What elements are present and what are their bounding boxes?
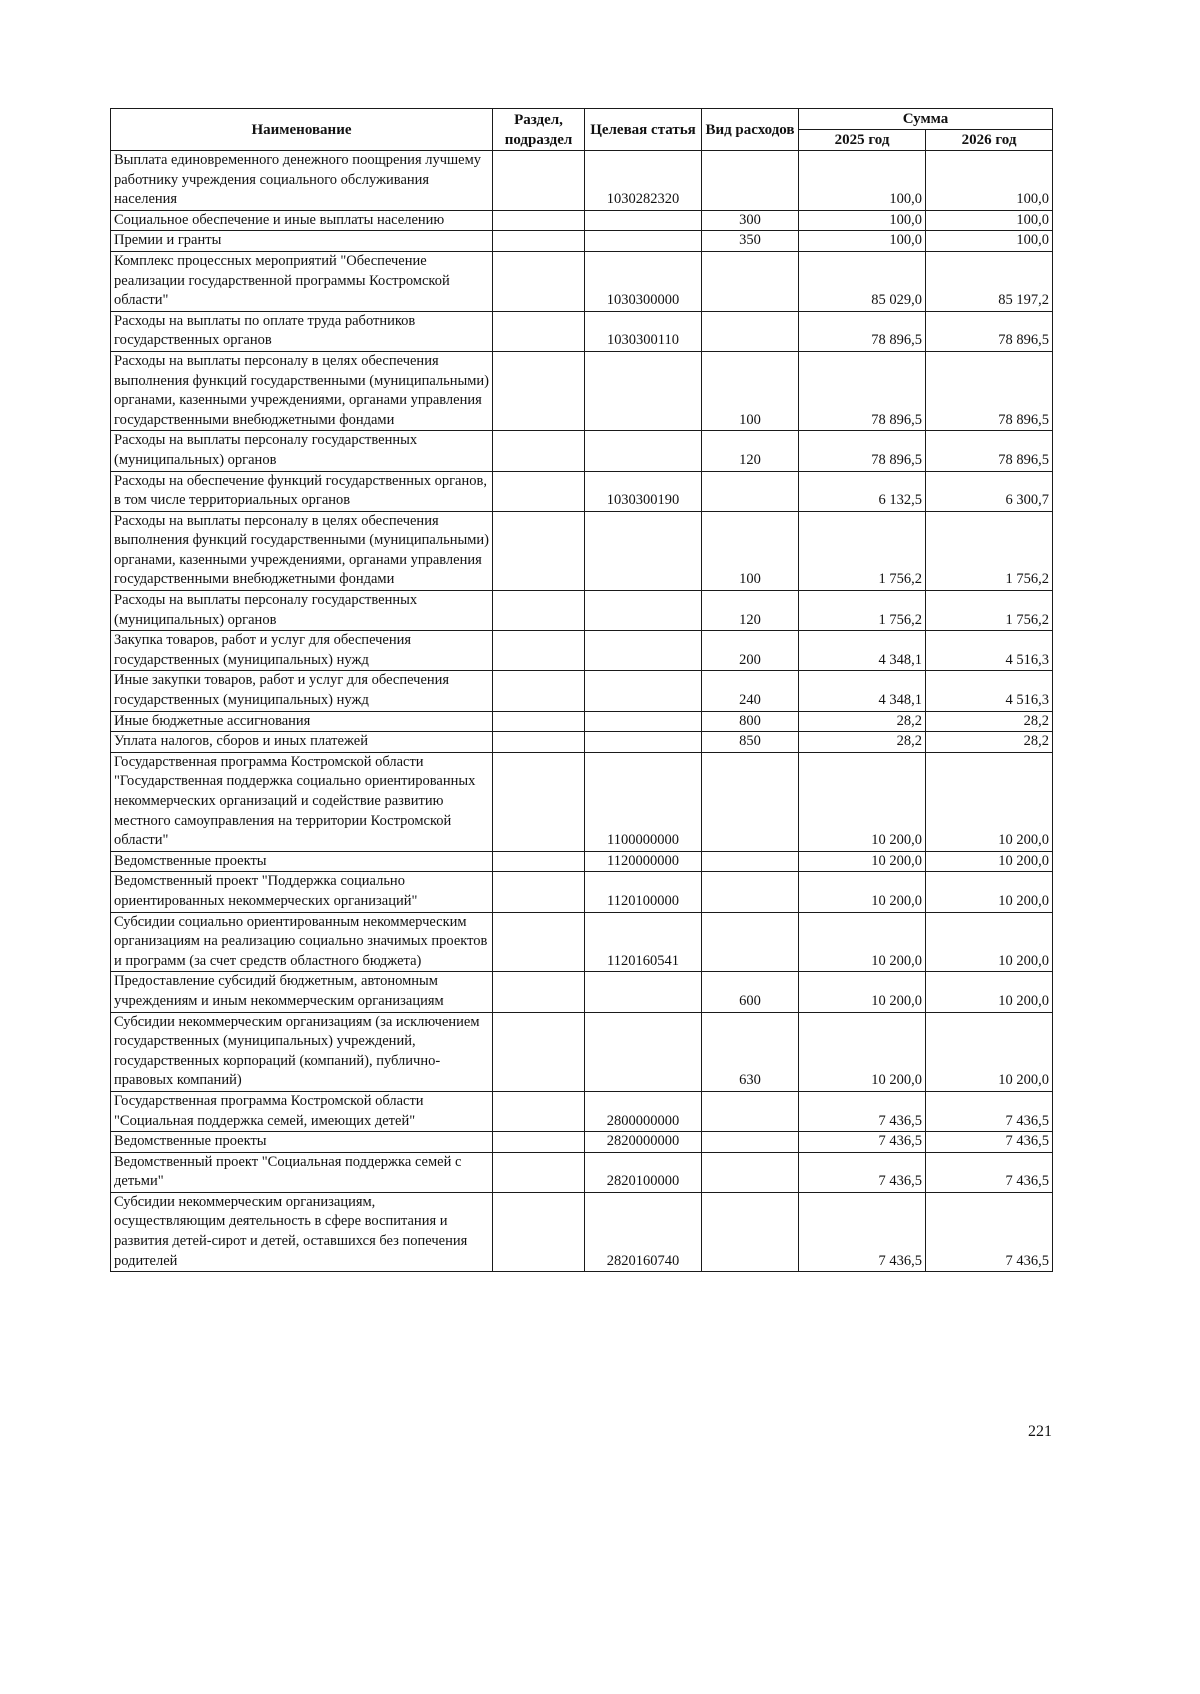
table-row	[111, 631, 1053, 671]
cell-target: 1120000000	[585, 851, 702, 872]
cell-target	[585, 231, 702, 252]
cell-2025: 7 436,5	[799, 1152, 926, 1192]
cell-target	[585, 671, 702, 711]
cell-2026: 100,0	[926, 231, 1053, 252]
cell-target	[585, 511, 702, 590]
cell-2026: 78 896,5	[926, 351, 1053, 430]
cell-2026: 7 436,5	[926, 1132, 1053, 1153]
cell-section	[493, 752, 585, 851]
cell-2025: 10 200,0	[799, 912, 926, 972]
table-row	[111, 351, 1053, 430]
cell-type	[702, 1091, 799, 1131]
cell-section	[493, 311, 585, 351]
table-row	[111, 151, 1053, 211]
cell-section	[493, 912, 585, 972]
cell-target	[585, 591, 702, 631]
cell-type	[702, 872, 799, 912]
cell-section	[493, 471, 585, 511]
cell-section	[493, 851, 585, 872]
cell-name: Расходы на выплаты персоналу в целях обеспечения выполнения функций государственными (муниципальными) органами, казенными учреждениями, органами управления государственными внебюджетными фондами	[111, 351, 493, 430]
cell-name: Социальное обеспечение и иные выплаты населению	[111, 210, 493, 231]
cell-type	[702, 251, 799, 311]
header-section: Раздел, подраздел	[493, 109, 585, 151]
cell-2025: 78 896,5	[799, 311, 926, 351]
cell-section	[493, 631, 585, 671]
cell-2025: 7 436,5	[799, 1132, 926, 1153]
cell-name: Расходы на выплаты персоналу государственных (муниципальных) органов	[111, 431, 493, 471]
cell-target: 1030300000	[585, 251, 702, 311]
cell-target	[585, 711, 702, 732]
table-row	[111, 1091, 1053, 1131]
cell-name: Субсидии социально ориентированным некоммерческим организациям на реализацию социально значимых проектов и программ (за счет средств областного бюджета)	[111, 912, 493, 972]
cell-name: Премии и гранты	[111, 231, 493, 252]
cell-2026: 10 200,0	[926, 1012, 1053, 1091]
cell-type	[702, 311, 799, 351]
cell-2026: 7 436,5	[926, 1152, 1053, 1192]
cell-name: Государственная программа Костромской области "Государственная поддержка социально ориентированных некоммерческих организаций и содействие развитию местного самоуправления на территории Костромской области"	[111, 752, 493, 851]
table-row	[111, 972, 1053, 1012]
cell-2025: 10 200,0	[799, 1012, 926, 1091]
table-row	[111, 210, 1053, 231]
table-header	[111, 109, 1053, 151]
cell-2025: 7 436,5	[799, 1192, 926, 1271]
cell-section	[493, 1152, 585, 1192]
cell-2026: 100,0	[926, 210, 1053, 231]
cell-2026: 10 200,0	[926, 872, 1053, 912]
header-2025: 2025 год	[799, 130, 926, 151]
cell-2026: 1 756,2	[926, 591, 1053, 631]
cell-2025: 7 436,5	[799, 1091, 926, 1131]
header-type: Вид расходов	[702, 109, 799, 151]
cell-section	[493, 511, 585, 590]
cell-section	[493, 972, 585, 1012]
cell-2025: 100,0	[799, 231, 926, 252]
cell-type: 100	[702, 511, 799, 590]
cell-type	[702, 151, 799, 211]
cell-2025: 100,0	[799, 210, 926, 231]
cell-section	[493, 1192, 585, 1271]
table-row	[111, 1012, 1053, 1091]
table-row	[111, 912, 1053, 972]
table-row	[111, 711, 1053, 732]
cell-2025: 10 200,0	[799, 872, 926, 912]
cell-type: 850	[702, 732, 799, 753]
cell-type: 300	[702, 210, 799, 231]
table-row	[111, 671, 1053, 711]
header-target: Целевая статья	[585, 109, 702, 151]
cell-target: 1120160541	[585, 912, 702, 972]
table-row	[111, 752, 1053, 851]
cell-target	[585, 732, 702, 753]
cell-target: 1120100000	[585, 872, 702, 912]
cell-section	[493, 431, 585, 471]
cell-target	[585, 431, 702, 471]
cell-name: Иные закупки товаров, работ и услуг для обеспечения государственных (муниципальных) нужд	[111, 671, 493, 711]
cell-name: Иные бюджетные ассигнования	[111, 711, 493, 732]
cell-type: 120	[702, 431, 799, 471]
cell-section	[493, 732, 585, 753]
header-name: Наименование	[111, 109, 493, 151]
cell-2025: 10 200,0	[799, 851, 926, 872]
cell-type: 240	[702, 671, 799, 711]
cell-type	[702, 912, 799, 972]
table-row	[111, 511, 1053, 590]
header-sum: Сумма	[799, 109, 1053, 130]
cell-type	[702, 1132, 799, 1153]
cell-2025: 1 756,2	[799, 511, 926, 590]
cell-target: 1030300190	[585, 471, 702, 511]
cell-type: 120	[702, 591, 799, 631]
cell-target	[585, 351, 702, 430]
cell-name: Ведомственные проекты	[111, 1132, 493, 1153]
cell-2026: 7 436,5	[926, 1091, 1053, 1131]
cell-2026: 1 756,2	[926, 511, 1053, 590]
cell-2026: 28,2	[926, 711, 1053, 732]
cell-section	[493, 1091, 585, 1131]
cell-2026: 4 516,3	[926, 631, 1053, 671]
table-row	[111, 1192, 1053, 1271]
cell-section	[493, 231, 585, 252]
cell-2025: 28,2	[799, 732, 926, 753]
cell-2026: 78 896,5	[926, 311, 1053, 351]
table-row	[111, 851, 1053, 872]
cell-target: 1030282320	[585, 151, 702, 211]
table-row	[111, 591, 1053, 631]
cell-name: Государственная программа Костромской области "Социальная поддержка семей, имеющих детей"	[111, 1091, 493, 1131]
cell-section	[493, 210, 585, 231]
cell-2025: 10 200,0	[799, 972, 926, 1012]
table-row	[111, 431, 1053, 471]
cell-2026: 10 200,0	[926, 972, 1053, 1012]
cell-2026: 100,0	[926, 151, 1053, 211]
table-row	[111, 251, 1053, 311]
cell-2025: 100,0	[799, 151, 926, 211]
cell-type: 630	[702, 1012, 799, 1091]
cell-name: Расходы на обеспечение функций государственных органов, в том числе территориальных органов	[111, 471, 493, 511]
cell-name: Ведомственный проект "Поддержка социально ориентированных некоммерческих организаций"	[111, 872, 493, 912]
cell-2025: 1 756,2	[799, 591, 926, 631]
cell-2026: 28,2	[926, 732, 1053, 753]
cell-type	[702, 851, 799, 872]
cell-name: Субсидии некоммерческим организациям, осуществляющим деятельность в сфере воспитания и развития детей-сирот и детей, оставшихся без попечения родителей	[111, 1192, 493, 1271]
cell-2026: 85 197,2	[926, 251, 1053, 311]
table-row	[111, 1132, 1053, 1153]
cell-2025: 78 896,5	[799, 351, 926, 430]
cell-2026: 4 516,3	[926, 671, 1053, 711]
cell-2026: 78 896,5	[926, 431, 1053, 471]
cell-section	[493, 351, 585, 430]
cell-target: 2800000000	[585, 1091, 702, 1131]
cell-2026: 10 200,0	[926, 752, 1053, 851]
header-2026: 2026 год	[926, 130, 1053, 151]
cell-type	[702, 752, 799, 851]
cell-type: 800	[702, 711, 799, 732]
cell-name: Субсидии некоммерческим организациям (за исключением государственных (муниципальных) учреждений, государственных корпораций (компаний), публично-правовых компаний)	[111, 1012, 493, 1091]
cell-name: Уплата налогов, сборов и иных платежей	[111, 732, 493, 753]
cell-type	[702, 1192, 799, 1271]
cell-2025: 78 896,5	[799, 431, 926, 471]
cell-target: 2820000000	[585, 1132, 702, 1153]
table-row	[111, 471, 1053, 511]
cell-name: Расходы на выплаты по оплате труда работников государственных органов	[111, 311, 493, 351]
cell-2025: 28,2	[799, 711, 926, 732]
cell-type: 350	[702, 231, 799, 252]
cell-name: Комплекс процессных мероприятий "Обеспечение реализации государственной программы Костромской области"	[111, 251, 493, 311]
page-number: 221	[1028, 1423, 1052, 1440]
cell-type	[702, 1152, 799, 1192]
cell-target	[585, 1012, 702, 1091]
cell-target: 1100000000	[585, 752, 702, 851]
cell-2025: 6 132,5	[799, 471, 926, 511]
table-row	[111, 732, 1053, 753]
cell-2025: 85 029,0	[799, 251, 926, 311]
cell-2025: 4 348,1	[799, 631, 926, 671]
cell-name: Ведомственные проекты	[111, 851, 493, 872]
cell-section	[493, 671, 585, 711]
cell-name: Расходы на выплаты персоналу в целях обеспечения выполнения функций государственными (муниципальными) органами, казенными учреждениями, органами управления государственными внебюджетными фондами	[111, 511, 493, 590]
cell-name: Ведомственный проект "Социальная поддержка семей с детьми"	[111, 1152, 493, 1192]
cell-section	[493, 251, 585, 311]
cell-section	[493, 151, 585, 211]
cell-type: 600	[702, 972, 799, 1012]
cell-type: 100	[702, 351, 799, 430]
budget-table	[110, 108, 1053, 1272]
cell-target: 1030300110	[585, 311, 702, 351]
table-row	[111, 231, 1053, 252]
table-body	[111, 151, 1053, 1272]
cell-2026: 10 200,0	[926, 851, 1053, 872]
cell-2026: 7 436,5	[926, 1192, 1053, 1271]
cell-section	[493, 1012, 585, 1091]
cell-type	[702, 471, 799, 511]
cell-section	[493, 1132, 585, 1153]
cell-type: 200	[702, 631, 799, 671]
cell-name: Расходы на выплаты персоналу государственных (муниципальных) органов	[111, 591, 493, 631]
cell-2026: 10 200,0	[926, 912, 1053, 972]
cell-name: Закупка товаров, работ и услуг для обеспечения государственных (муниципальных) нужд	[111, 631, 493, 671]
cell-section	[493, 711, 585, 732]
cell-target	[585, 631, 702, 671]
cell-target	[585, 210, 702, 231]
cell-target: 2820100000	[585, 1152, 702, 1192]
cell-name: Предоставление субсидий бюджетным, автономным учреждениям и иным некоммерческим организациям	[111, 972, 493, 1012]
cell-target	[585, 972, 702, 1012]
cell-name: Выплата единовременного денежного поощрения лучшему работнику учреждения социального обслуживания населения	[111, 151, 493, 211]
table-row	[111, 311, 1053, 351]
cell-target: 2820160740	[585, 1192, 702, 1271]
cell-2025: 10 200,0	[799, 752, 926, 851]
table-row	[111, 1152, 1053, 1192]
cell-2026: 6 300,7	[926, 471, 1053, 511]
cell-2025: 4 348,1	[799, 671, 926, 711]
cell-section	[493, 591, 585, 631]
table-row	[111, 872, 1053, 912]
cell-section	[493, 872, 585, 912]
